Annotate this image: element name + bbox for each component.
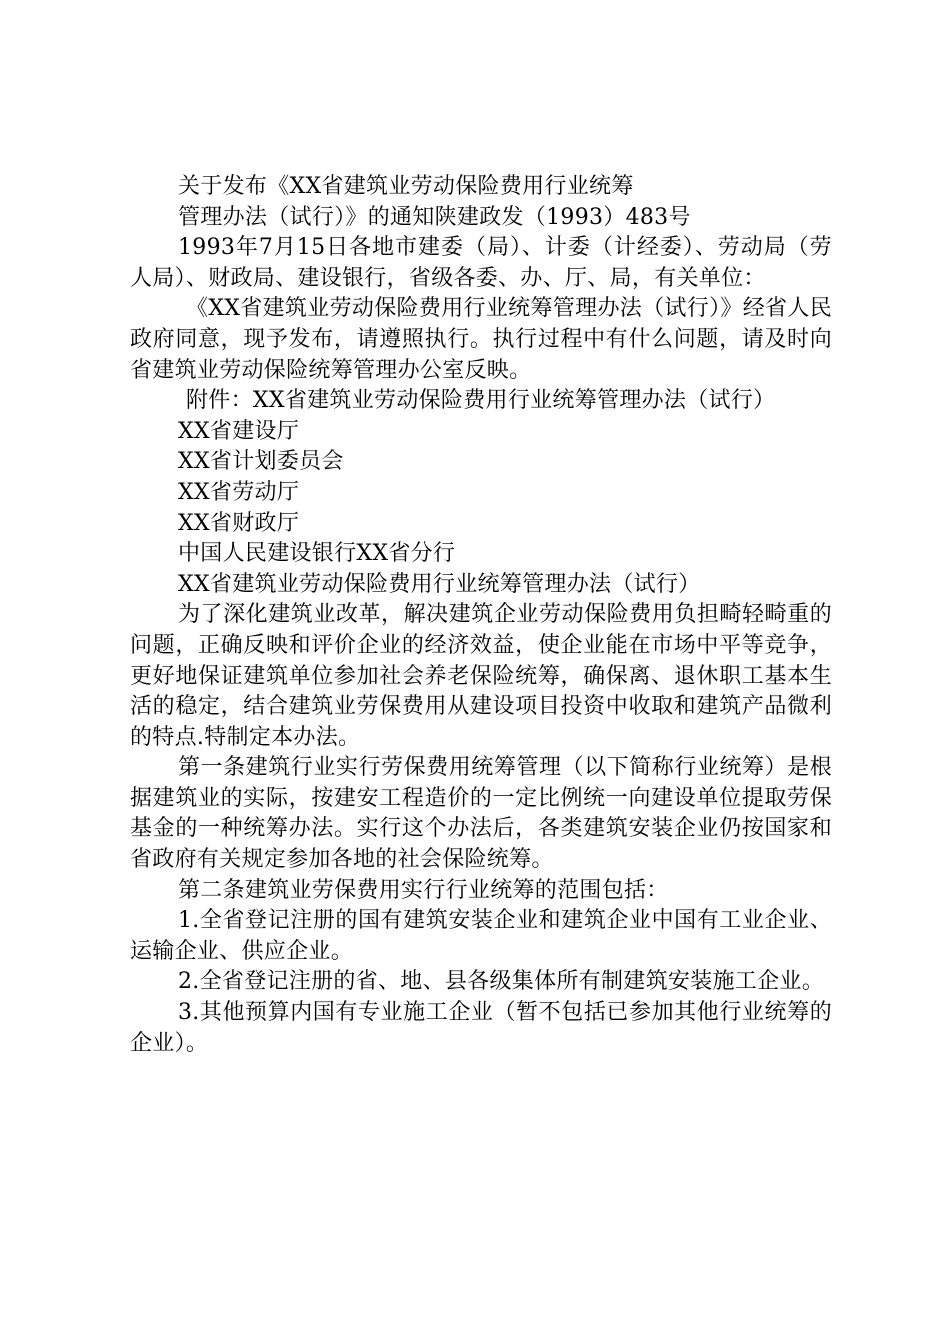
notice-body: 《XX省建筑业劳动保险费用行业统筹管理办法（试行）》经省人民政府同意，现予发布，请遵照执行。执行过程中有什么问题，请及时向省建筑业劳动保险统筹管理办公室反映。 bbox=[130, 296, 832, 383]
issuer-construction-bank: 中国人民建设银行XX省分行 bbox=[178, 541, 456, 567]
issuer-planning-commission: XX省计划委员会 bbox=[178, 449, 344, 475]
issuer-labor-dept: XX省劳动厅 bbox=[178, 479, 300, 505]
issuer-construction-dept: XX省建设厅 bbox=[178, 418, 300, 444]
issuer-finance-dept: XX省财政厅 bbox=[178, 510, 300, 536]
notice-title-line-1: 关于发布《XX省建筑业劳动保险费用行业统筹 bbox=[178, 174, 634, 199]
date-and-recipients: 1993年7月15日各地市建委（局）、计委（计经委）、劳动局（劳人局）、财政局、建设银行，省级各委、办、厅、局，有关单位： bbox=[130, 235, 832, 291]
attachment-line: 附件：XX省建筑业劳动保险费用行业统筹管理办法（试行） bbox=[186, 388, 776, 414]
scope-item-2: 2.全省登记注册的省、地、县各级集体所有制建筑安装施工企业。 bbox=[178, 969, 824, 995]
measures-title: XX省建筑业劳动保险费用行业统筹管理办法（试行） bbox=[178, 571, 701, 597]
document-body bbox=[130, 172, 832, 1059]
scope-item-3: 3.其他预算内国有专业施工企业（暂不包括已参加其他行业统筹的企业）。 bbox=[130, 1000, 832, 1056]
article-2: 第二条建筑业劳保费用实行行业统筹的范围包括： bbox=[178, 877, 669, 903]
article-1: 第一条建筑行业实行劳保费用统筹管理（以下简称行业统筹）是根据建筑业的实际，按建安工程造价的一定比例统一向建设单位提取劳保基金的一种统筹办法。实行这个办法后，各类建筑安装企业仍按国家和省政府有关规定参加各地的社会保险统筹。 bbox=[130, 755, 832, 873]
scope-item-1: 1.全省登记注册的国有建筑安装企业和建筑企业中国有工业企业、运输企业、供应企业。 bbox=[130, 908, 832, 964]
preamble-paragraph: 为了深化建筑业改革，解决建筑企业劳动保险费用负担畸轻畸重的问题，正确反映和评价企业的经济效益，使企业能在市场中平等竞争，更好地保证建筑单位参加社会养老保险统筹，确保离、退休职工基本生活的稳定，结合建筑业劳保费用从建设项目投资中收取和建筑产品微利的特点.特制定本办法。 bbox=[130, 602, 832, 750]
notice-title-line-2: 管理办法（试行）》的通知陕建政发（1993）483号 bbox=[178, 204, 691, 230]
